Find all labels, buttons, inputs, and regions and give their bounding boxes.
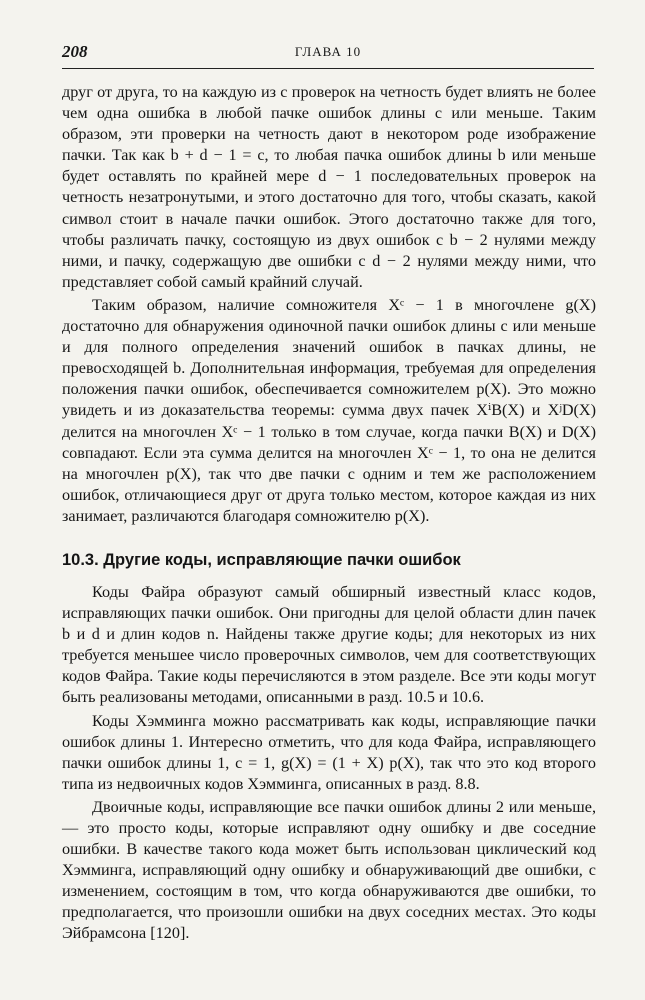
section-title: Другие коды, исправляющие пачки ошибок bbox=[103, 550, 461, 569]
paragraph: Коды Хэмминга можно рассматривать как коды, исправляющие пачки ошибок длины 1. Интересно отметить, что для кода Файра, исправляющего пачки ошибок длины 1, c = 1, g(X) = (1 + X) p(X), так что это код второго типа из недвоичных кодов Хэмминга, описанных в разд. 8.8. bbox=[62, 711, 596, 793]
page-body bbox=[62, 82, 596, 945]
paragraph: Коды Файра образуют самый обширный известный класс кодов, исправляющих пачки ошибок. Они пригодны для целой области длин пачек b и d и длин кодов n. Найдены также другие коды; для некоторых из них требуется меньшее число проверочных символов, чем для соответствующих кодов Файра. Такие коды перечисляются в этом разделе. Все эти коды могут быть реализованы методами, описанными в разд. 10.5 и 10.6. bbox=[62, 582, 596, 707]
running-head: ГЛАВА 10 bbox=[294, 44, 362, 59]
paragraph: Двоичные коды, исправляющие все пачки ошибок длины 2 или меньше, — это просто коды, которые исправляют одну ошибку и две соседние ошибки. В качестве такого кода может быть использован циклический код Хэмминга, исправляющий одну ошибку и обнаруживающий две ошибки, с изменением, состоящим в том, что когда обнаруживаются две ошибки, то предполагается, что произошли ошибки на двух соседних местах. Это коды Эйбрамсона [120]. bbox=[62, 797, 596, 943]
section-heading bbox=[62, 551, 596, 570]
paragraph: друг от друга, то на каждую из c проверок на четность будет влиять не более чем одна ошибка в любой пачке ошибок длины c или меньше. Таким образом, эти проверки на четность дают в некотором роде изображение пачки. Так как b + d − 1 = c, то любая пачка ошибок длины b или меньше будет оставлять по крайней мере d − 1 последовательных проверок на четность незатронутыми, и этого достаточно для того, чтобы сказать, какой символ стоит в начале пачки ошибок. Этого достаточно также для того, чтобы различать пачку, состоящую из двух ошибок с b − 2 нулями между ними, и пачку, содержащую две ошибки с d − 2 нулями между ними, что представляет собой самый крайний случай. bbox=[62, 83, 596, 291]
page-header bbox=[62, 38, 594, 68]
header-rule bbox=[62, 68, 594, 69]
section-number: 10.3. bbox=[62, 550, 99, 569]
paragraph: Таким образом, наличие сомножителя Xᶜ − 1 в многочлене g(X) достаточно для обнаружения одиночной пачки ошибок длины c или меньше и для полного определения значений ошибок в пачках длины, не превосходящей b. Дополнительная информация, требуемая для определения положения пачки ошибок, обеспечивается сомножителем p(X). Это можно увидеть и из доказательства теоремы: сумма двух пачек XⁱB(X) и XʲD(X) делится на многочлен Xᶜ − 1 только в том случае, когда пачки B(X) и D(X) совпадают. Если эта сумма делится на многочлен Xᶜ − 1, то она не делится на многочлен p(X), так что две пачки с одним и тем же расположением ошибок, отличающиеся друг от друга только местом, которое каждая из них занимает, различаются благодаря сомножителю p(X). bbox=[62, 295, 596, 525]
page-number: 208 bbox=[62, 42, 88, 61]
